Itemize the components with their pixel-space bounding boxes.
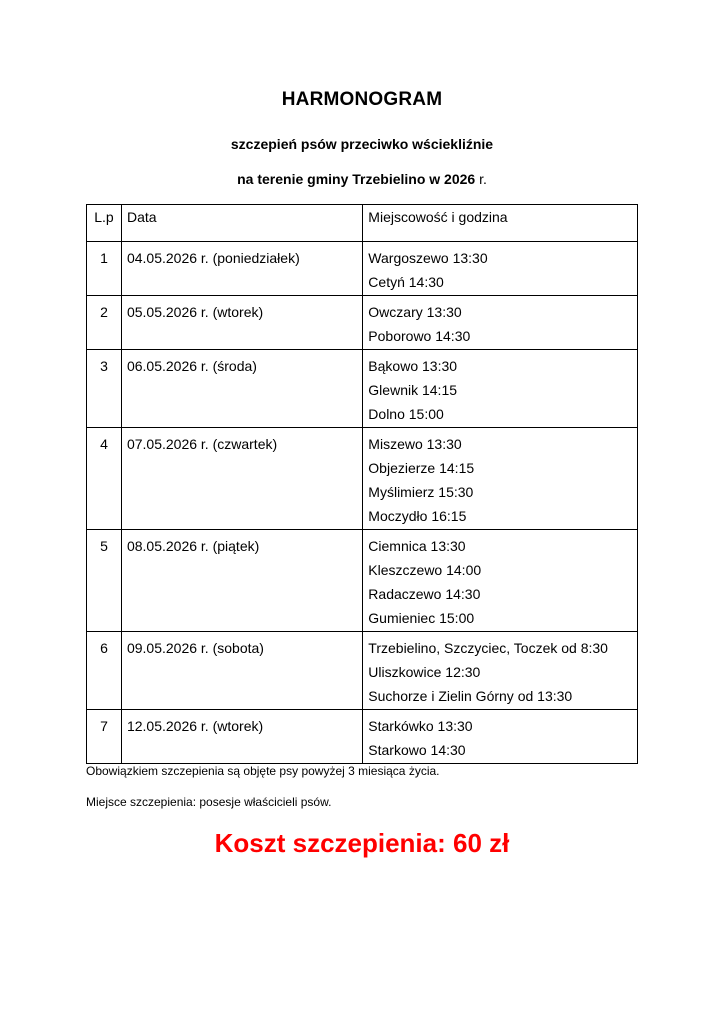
document-title: HARMONOGRAM	[281, 89, 443, 110]
place-entry: Gumieniec 15:00	[368, 610, 475, 626]
row-date-text: 04.05.2026 r. (poniedziałek)	[126, 250, 300, 266]
table-row	[87, 296, 638, 350]
row-number-text: 1	[100, 250, 108, 266]
row-places	[363, 296, 638, 350]
row-date-text: 06.05.2026 r. (środa)	[126, 358, 257, 374]
place-entry: Kleszczewo 14:00	[368, 562, 482, 578]
subtitle-line2-suffix: r.	[475, 171, 487, 187]
place-entry: Glewnik 14:15	[368, 382, 458, 398]
row-number	[87, 710, 122, 764]
place-entry: Dolno 15:00	[368, 406, 444, 422]
row-places	[363, 242, 638, 296]
table-row	[87, 530, 638, 632]
row-date-text: 08.05.2026 r. (piątek)	[126, 538, 260, 554]
place-entry: Uliszkowice 12:30	[368, 664, 481, 680]
place-entry: Radaczewo 14:30	[368, 586, 481, 602]
document-subtitle-line1: szczepień psów przeciwko wściekliźnie	[230, 136, 494, 152]
row-number-text: 2	[100, 304, 108, 320]
cost-notice: Koszt szczepienia: 60 zł	[214, 828, 510, 858]
place-entry: Cetyń 14:30	[368, 274, 444, 290]
row-number	[87, 242, 122, 296]
place-entry: Starkówko 13:30	[368, 718, 473, 734]
row-date	[121, 350, 362, 428]
row-date	[121, 296, 362, 350]
place-entry: Myślimierz 15:30	[368, 484, 474, 500]
row-places	[363, 632, 638, 710]
place-entry: Moczydło 16:15	[368, 508, 467, 524]
row-date	[121, 428, 362, 530]
row-number	[87, 428, 122, 530]
row-places	[363, 710, 638, 764]
place-entry: Ciemnica 13:30	[368, 538, 466, 554]
row-number-text: 4	[100, 436, 108, 452]
place-entry: Wargoszewo 13:30	[368, 250, 488, 266]
row-date-text: 09.05.2026 r. (sobota)	[126, 640, 264, 656]
row-number	[87, 296, 122, 350]
place-entry: Suchorze i Zielin Górny od 13:30	[368, 688, 573, 704]
place-entry: Trzebielino, Szczyciec, Toczek od 8:30	[368, 640, 608, 656]
table-row	[87, 632, 638, 710]
row-date	[121, 530, 362, 632]
note-location: Miejsce szczepienia: posesje właścicieli psów.	[86, 795, 332, 809]
table-row	[87, 242, 638, 296]
row-date-text: 07.05.2026 r. (czwartek)	[126, 436, 278, 452]
table-header-row	[87, 205, 638, 242]
subtitle-line2-text: na terenie gminy Trzebielino w 2026	[237, 171, 476, 187]
table-row	[87, 710, 638, 764]
row-places	[363, 428, 638, 530]
row-places	[363, 530, 638, 632]
row-number	[87, 632, 122, 710]
row-date	[121, 710, 362, 764]
document-subtitle-line2	[0, 171, 724, 187]
row-places	[363, 350, 638, 428]
place-entry: Bąkowo 13:30	[368, 358, 458, 374]
place-entry: Objezierze 14:15	[368, 460, 475, 476]
row-date	[121, 632, 362, 710]
header-lp: L.p	[87, 205, 122, 242]
table-row	[87, 350, 638, 428]
row-number	[87, 350, 122, 428]
schedule-table	[86, 204, 638, 764]
row-number-text: 6	[100, 640, 108, 656]
row-date	[121, 242, 362, 296]
row-number-text: 3	[100, 358, 108, 374]
row-date-text: 12.05.2026 r. (wtorek)	[126, 718, 264, 734]
note-obligation: Obowiązkiem szczepienia są objęte psy powyżej 3 miesiąca życia.	[86, 764, 440, 778]
table-row	[87, 428, 638, 530]
header-date: Data	[121, 205, 362, 242]
row-number	[87, 530, 122, 632]
row-date-text: 05.05.2026 r. (wtorek)	[126, 304, 264, 320]
place-entry: Starkowo 14:30	[368, 742, 466, 758]
row-number-text: 7	[100, 718, 108, 734]
place-entry: Miszewo 13:30	[368, 436, 462, 452]
place-entry: Poborowo 14:30	[368, 328, 471, 344]
place-entry: Owczary 13:30	[368, 304, 462, 320]
header-place: Miejscowość i godzina	[363, 205, 638, 242]
row-number-text: 5	[100, 538, 108, 554]
